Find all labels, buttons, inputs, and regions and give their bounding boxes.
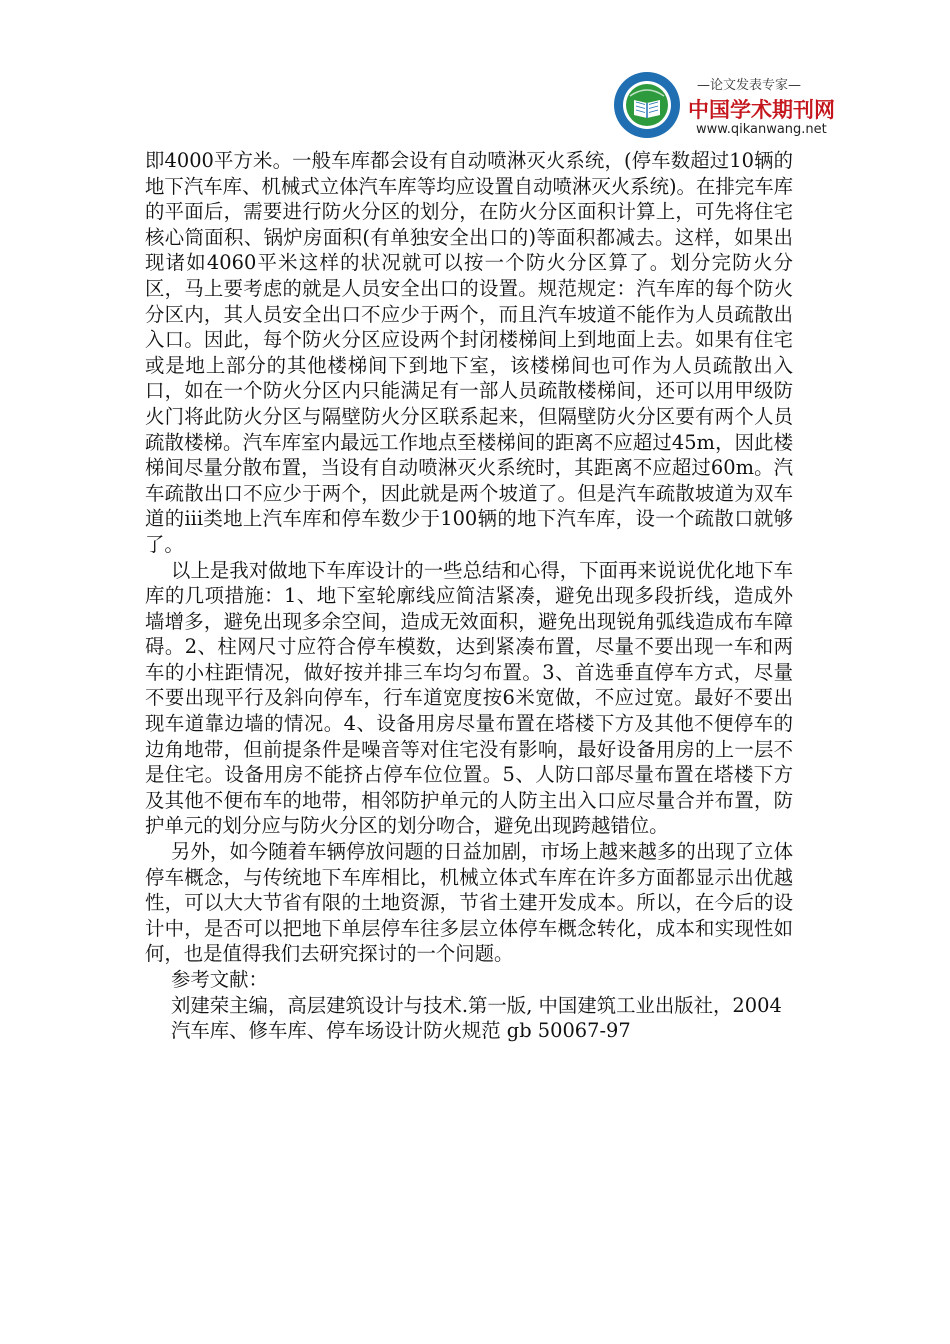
logo-tagline: —论文发表专家—	[696, 78, 801, 93]
reference-item: 刘建荣主编，高层建筑设计与技术.第一版, 中国建筑工业出版社，2004	[171, 993, 782, 1017]
paragraph-fire-zoning: 即4000平方米。一般车库都会设有自动喷淋灭火系统，(停车数超过10辆的地下汽车库、机械式立体汽车库等均应设置自动喷淋灭火系统)。在排完车库的平面后，需要进行防火分区的划分，在防火分区面积计算上，可先将住宅核心筒面积、锅炉房面积(有单独安全出口的)等面积都减去。这样，如果出现诸如4060平米这样的状况就可以按一个防火分区算了。划分完防火分区，马上要考虑的就是人员安全出口的设置。规范规定：汽车库的每个防火分区内，其人员安全出口不应少于两个，而且汽车坡道不能作为人员疏散出入口。因此，每个防火分区应设两个封闭楼梯间上到地面上去。如果有住宅或是地上部分的其他楼梯间下到地下室，该楼梯间也可作为人员疏散出入口，如在一个防火分区内只能满足有一部人员疏散楼梯间，还可以用甲级防火门将此防火分区与隔壁防火分区联系起来，但隔壁防火分区要有两个人员疏散楼梯。汽车库室内最远工作地点至楼梯间的距离不应超过45m，因此楼梯间尽量分散布置，当设有自动喷淋灭火系统时，其距离不应超过60m。汽车疏散出口不应少于两个，因此就是两个坡道了。但是汽车疏散坡道为双车道的iii类地上汽车库和停车数少于100辆的地下汽车库，设一个疏散口就够了。	[145, 149, 793, 556]
article-body	[145, 148, 793, 1044]
globe-book-icon	[612, 70, 682, 140]
references-heading: 参考文献：	[171, 968, 268, 991]
paragraph-optimization-measures: 以上是我对做地下车库设计的一些总结和心得，下面再来说说优化地下车库的几项措施：1、地下室轮廓线应简洁紧凑，避免出现多段折线，造成外墙增多，避免出现多余空间，造成无效面积，避免出现锐角弧线造成布车障碍。2、柱网尺寸应符合停车模数，达到紧凑布置，尽量不要出现一车和两车的小柱距情况，做好按并排三车均匀布置。3、首选垂直停车方式，尽量不要出现平行及斜向停车，行车道宽度按6米宽做，不应过宽。最好不要出现车道靠边墙的情况。4、设备用房尽量布置在塔楼下方及其他不便停车的边角地带，但前提条件是噪音等对住宅没有影响，最好设备用房的上一层不是住宅。设备用房不能挤占停车位位置。5、人防口部尽量布置在塔楼下方及其他不便布车的地带，相邻防护单元的人防主出入口应尽量合并布置，防护单元的划分应与防火分区的划分吻合，避免出现跨越错位。	[145, 558, 793, 838]
reference-item: 汽车库、修车库、停车场设计防火规范 gb 50067-97	[171, 1019, 631, 1043]
logo-name: 中国学术期刊网	[688, 98, 835, 122]
site-logo	[612, 70, 835, 146]
logo-url: www.qikanwang.net	[696, 122, 827, 137]
paragraph-mechanical-parking: 另外，如今随着车辆停放问题的日益加剧，市场上越来越多的出现了立体停车概念，与传统地下车库相比，机械立体式车库在许多方面都显示出优越性，可以大大节省有限的土地资源，节省土建开发成本。所以，在今后的设计中，是否可以把地下单层停车往多层立体停车概念转化，成本和实现性如何，也是值得我们去研究探讨的一个问题。	[145, 840, 793, 966]
